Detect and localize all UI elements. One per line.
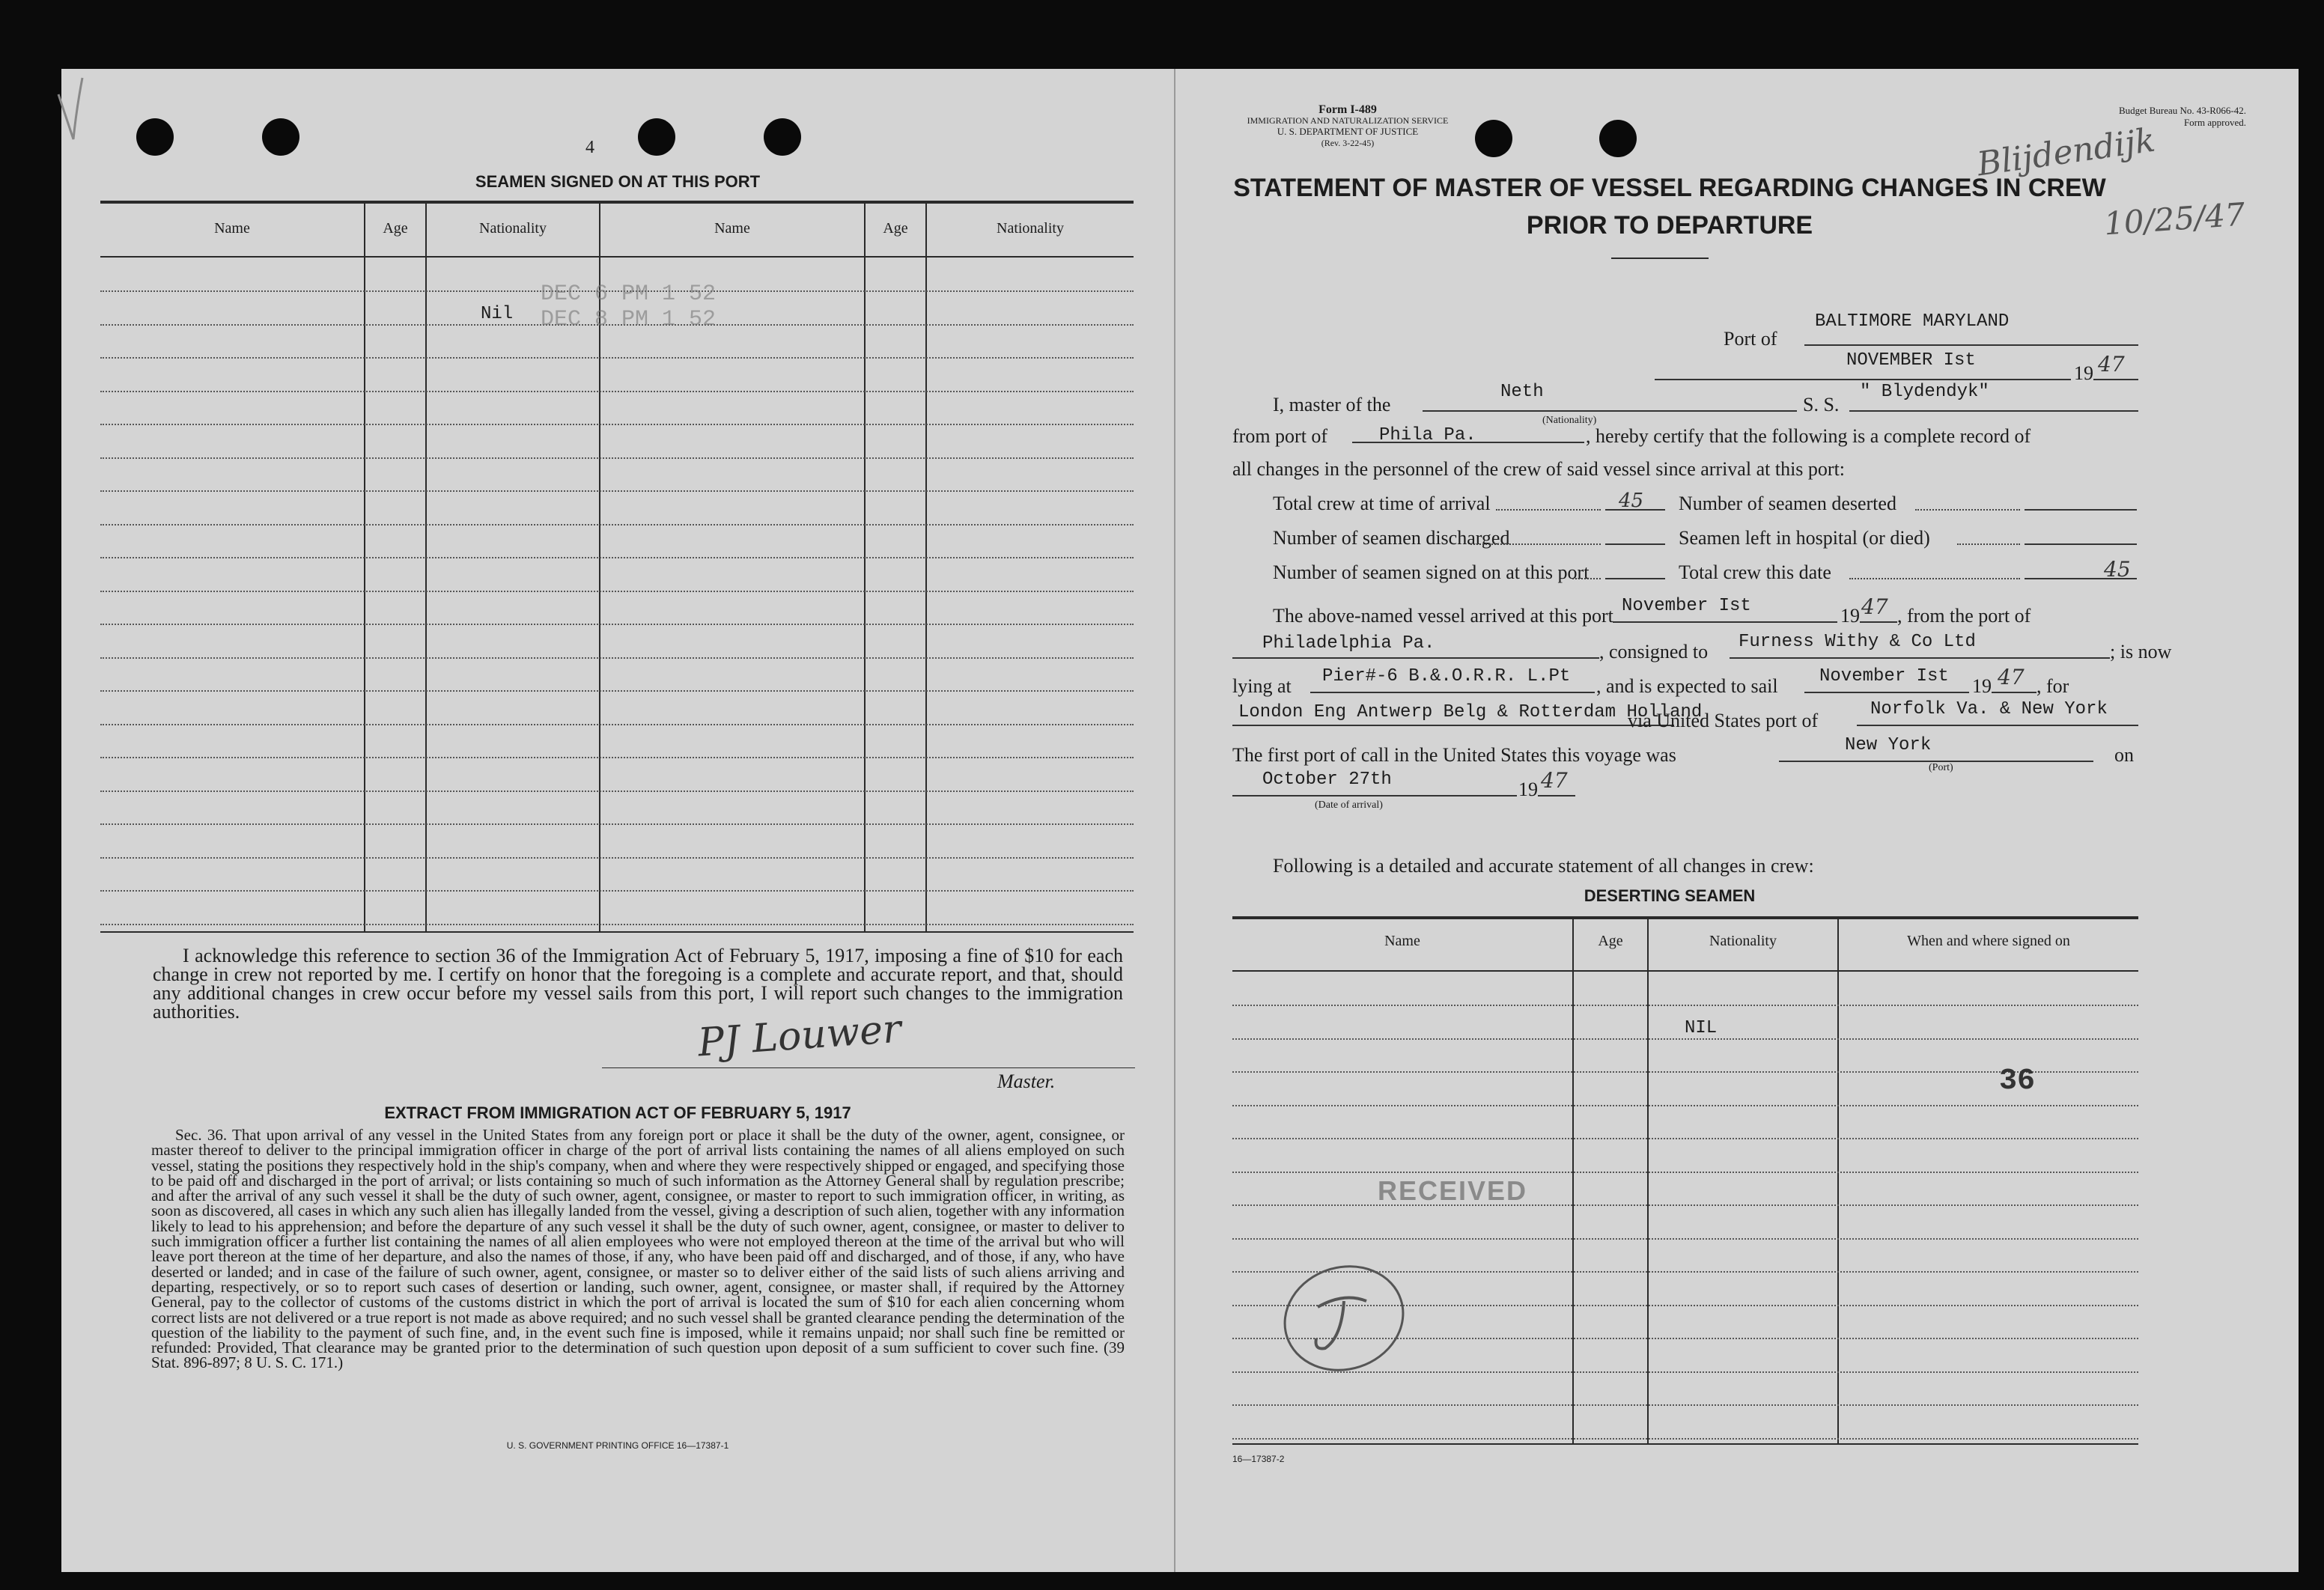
year-prefix: 19 <box>1518 779 1538 800</box>
year-field <box>2093 379 2138 380</box>
from-port-of-label: , from the port of <box>1897 605 2031 627</box>
master-label: Master. <box>997 1070 1056 1092</box>
right-page <box>1174 69 2299 1572</box>
is-now-label: ; is now <box>2110 641 2172 662</box>
ss-label: S. S. <box>1803 394 1840 415</box>
signed-on-label: Number of seamen signed on at this port <box>1273 561 1590 583</box>
left-title: SEAMEN SIGNED ON AT THIS PORT <box>475 172 761 191</box>
extract-title: EXTRACT FROM IMMIGRATION ACT OF FEBRUARY 5, 1917 <box>384 1103 851 1122</box>
received-stamp-1: DEC 6 PM 1 52 <box>541 281 717 307</box>
port-caption: (Port) <box>1929 762 1953 773</box>
hospital-field <box>2025 543 2137 545</box>
punch-hole <box>136 118 174 156</box>
agency-line1: IMMIGRATION AND NATURALIZATION SERVICE <box>1247 115 1449 126</box>
consigned-label: , consigned to <box>1599 641 1709 662</box>
total-crew-arrival-label: Total crew at time of arrival <box>1273 493 1491 514</box>
destination-value: London Eng Antwerp Belg & Rotterdam Holland <box>1238 702 1703 722</box>
table-top-rule <box>1232 916 2138 919</box>
table-row <box>1232 1172 2138 1174</box>
table-top-rule <box>100 201 1134 204</box>
col-header-age: Age <box>383 220 408 237</box>
col-header-name: Name <box>714 220 750 237</box>
signed-on-field <box>1605 578 1665 579</box>
expected-label: , and is expected to sail <box>1596 675 1778 697</box>
following-text: Following is a detailed and accurate statement of all changes in crew: <box>1273 855 1814 877</box>
agency-line2: U. S. DEPARTMENT OF JUSTICE <box>1277 126 1419 137</box>
right-footer: 16—17387-2 <box>1232 1454 1285 1464</box>
table-row <box>1232 1005 2138 1007</box>
from-port-value: Phila Pa. <box>1379 425 1476 445</box>
table-row <box>100 424 1134 426</box>
year-value: 47 <box>2098 352 2125 377</box>
col-header-when-where: When and where signed on <box>1907 933 2070 949</box>
date-field <box>1655 379 2071 380</box>
arrived-label: The above-named vessel arrived at this port <box>1273 605 1613 627</box>
table-row <box>1232 1438 2138 1440</box>
year-field <box>1860 621 1897 623</box>
col-divider <box>364 204 365 931</box>
ship-name-field <box>1849 410 2138 412</box>
deserted-label: Number of seamen deserted <box>1679 493 1896 514</box>
table-row <box>100 757 1134 759</box>
table-row <box>100 357 1134 359</box>
form-title-line2: PRIOR TO DEPARTURE <box>1526 211 1813 240</box>
stamp-number: 36 <box>1999 1064 2036 1098</box>
consignee-value: Furness Withy & Co Ltd <box>1739 632 1976 652</box>
table-row <box>1232 1404 2138 1407</box>
origin-value: Philadelphia Pa. <box>1262 633 1435 654</box>
table-row <box>1232 1204 2138 1207</box>
port-label: Port of <box>1724 328 1777 350</box>
arrived-value: November Ist <box>1622 596 1751 616</box>
lying-at-label: lying at <box>1232 675 1292 697</box>
consignee-field <box>1730 657 2110 659</box>
deserting-title: DESERTING SEAMEN <box>1584 886 1756 905</box>
handwritten-ship-name: Blijdendijk <box>1974 121 2158 184</box>
master-of-the-label: I, master of the <box>1273 394 1391 415</box>
date-value: NOVEMBER Ist <box>1846 350 1976 371</box>
date-arrival-caption: (Date of arrival) <box>1315 799 1383 811</box>
ship-name: " Blydendyk" <box>1860 382 1989 402</box>
col-divider <box>1647 919 1649 1443</box>
leader-dots <box>1470 543 1601 545</box>
leader-dots <box>1849 578 2020 579</box>
destination-field <box>1232 725 1674 726</box>
certify-text: , hereby certify that the following is a complete record of <box>1586 425 2031 447</box>
table-row <box>100 624 1134 626</box>
table-row <box>100 823 1134 826</box>
punch-hole <box>262 118 299 156</box>
pier-value: Pier#-6 B.&.O.R.R. L.Pt <box>1322 666 1571 686</box>
left-footer: U. S. GOVERNMENT PRINTING OFFICE 16—17387-1 <box>506 1440 729 1451</box>
col-header-name: Name <box>1384 933 1420 949</box>
nationality-entry: Nil <box>481 304 514 324</box>
received-stamp-2: DEC 8 PM 1 52 <box>541 307 717 332</box>
col-header-age: Age <box>883 220 908 237</box>
col-divider <box>925 204 927 931</box>
table-row <box>1232 1238 2138 1240</box>
sail-date-field <box>1804 692 1969 693</box>
master-signature: PJ Louwer <box>696 1006 903 1066</box>
first-port-label: The first port of call in the United States this voyage was <box>1232 744 1676 766</box>
arrived-field <box>1613 621 1837 623</box>
via-port-value: Norfolk Va. & New York <box>1870 699 2108 719</box>
sail-date-value: November Ist <box>1819 666 1949 686</box>
table-row <box>100 690 1134 692</box>
leader-dots <box>1957 543 2020 545</box>
discharged-label: Number of seamen discharged <box>1273 527 1510 549</box>
deserted-field <box>2025 509 2137 511</box>
table-row <box>1232 1105 2138 1107</box>
year-field <box>1992 692 2036 693</box>
nationality-caption: (Nationality) <box>1542 415 1597 426</box>
from-port-label: from port of <box>1232 425 1328 447</box>
header-rule <box>1232 970 2138 972</box>
revision: (Rev. 3-22-45) <box>1321 138 1375 148</box>
table-row <box>100 490 1134 493</box>
budget-line2: Form approved. <box>2183 117 2246 128</box>
table-row <box>100 591 1134 593</box>
title-underline <box>1611 258 1709 259</box>
origin-field <box>1232 657 1599 659</box>
check-mark <box>43 72 88 147</box>
via-port-field <box>1857 725 2138 726</box>
arrived-year: 47 <box>1861 594 1888 619</box>
on-label: on <box>2114 744 2134 766</box>
col-header-nationality: Nationality <box>997 220 1064 237</box>
col-divider <box>425 204 427 931</box>
table-row <box>100 391 1134 393</box>
form-title-line1: STATEMENT OF MASTER OF VESSEL REGARDING CHANGES IN CREW <box>1233 174 2106 202</box>
certify-text-2: all changes in the personnel of the crew of said vessel since arrival at this port: <box>1232 458 1846 480</box>
circle-initial-mark <box>1273 1255 1415 1382</box>
table-row <box>100 657 1134 660</box>
signature-line <box>602 1067 1135 1068</box>
col-divider <box>1572 919 1574 1443</box>
table-row <box>100 557 1134 559</box>
nationality-field <box>1423 410 1797 412</box>
received-stamp: RECEIVED <box>1378 1175 1528 1206</box>
punch-hole <box>764 118 801 156</box>
header-rule <box>100 256 1134 258</box>
year-field <box>1538 795 1575 796</box>
table-bottom-rule <box>100 931 1134 933</box>
table-row <box>100 457 1134 460</box>
port-field <box>1804 344 2138 346</box>
table-row <box>100 791 1134 793</box>
col-divider <box>1837 919 1839 1443</box>
table-row <box>100 524 1134 526</box>
acknowledgment-text: I acknowledge this reference to section 36 of the Immigration Act of February 5, 1917, imposing a fine of $10 for each change in crew not reported by me. I certify on honor that the foregoing is a complete and accurate report, and that, should any additional changes in crew occur before my vessel sails from this port, I will report such changes to the immigration authorities. <box>153 945 1123 1023</box>
page-number: 4 <box>585 138 594 157</box>
table-row <box>1232 1138 2138 1140</box>
year-prefix: 19 <box>1972 675 1992 697</box>
sail-year: 47 <box>1998 665 2025 689</box>
first-port-value: New York <box>1845 735 1932 755</box>
discharged-field <box>1605 543 1665 545</box>
via-label: via United States port of <box>1628 710 1819 731</box>
total-crew-arrival-value: 45 <box>1619 490 1644 512</box>
port-value: BALTIMORE MARYLAND <box>1815 311 2010 332</box>
total-crew-date-label: Total crew this date <box>1679 561 1831 583</box>
year-prefix: 19 <box>1840 605 1860 627</box>
col-header-age: Age <box>1598 933 1623 949</box>
handwritten-date: 10/25/47 <box>2102 195 2247 243</box>
extract-text: Sec. 36. That upon arrival of any vessel in the United States from any foreign port or place it shall be the duty of the owner, agent, consignee, or master thereof to deliver to the principal immigration officer in charge of the port of arrival lists containing the names of all aliens employed on such vessel, stating the positions they respectively hold in the ship's company, when and where they were respectively shipped or engaged, and specifying those to be paid off and discharged in the port of arrival; or lists containing so much of such information as the Attorney General shall by regulation prescribe; and after the arrival of any such vessel it shall be the duty of such owner, agent, consignee, or master to report to such immigration officer, in writing, as soon as discovered, all cases in which any such alien has illegally landed from the vessel, giving a description of such alien, together with any information likely to lead to his apprehension; and before the departure of any such vessel it shall be the duty of such owner, agent, consignee, or master to deliver to such immigration officer a further list containing the names of all alien employees who were not employed thereon at the time of the arrival but who will leave port thereon at the time of her departure, and also the names of those, if any, who have been paid off and discharged, and of those, if any, who have deserted or landed; and in case of the failure of such owner, agent, consignee, or master so to deliver either of the said lists of such aliens arriving and departing, respectively, or so to report such cases of desertion or landing, such owner, agent, consignee, or master shall, if required by the Attorney General, pay to the collector of customs of the customs district in which the port of arrival is located the sum of $10 for each alien concerning whom correct lists are not delivered or a true report is not made as above required; and no such vessel shall be granted clearance pending the determination of the question of the liability to the payment of such fine, and, in the event such fine is imposed, while it remains unpaid; nor shall such fine be remitted or refunded: Provided, That clearance may be granted prior to the determination of such question upon deposit of a sum sufficient to cover such fine. (39 Stat. 896-897; 8 U. S. C. 171.) <box>151 1126 1125 1372</box>
table-row <box>100 890 1134 892</box>
budget-line1: Budget Bureau No. 43-R066-42. <box>2118 105 2246 116</box>
punch-hole <box>638 118 675 156</box>
year-prefix: 19 <box>2074 362 2093 384</box>
arrival-date-value: October 27th <box>1262 770 1392 790</box>
arrival-date-field <box>1232 795 1517 796</box>
leader-dots <box>1572 578 1601 579</box>
col-header-nationality: Nationality <box>479 220 547 237</box>
leader-dots <box>1915 509 2020 511</box>
nationality-value: Neth <box>1500 382 1544 402</box>
hospital-label: Seamen left in hospital (or died) <box>1679 527 1930 549</box>
left-page <box>61 69 1174 1572</box>
pier-field <box>1310 692 1595 693</box>
nil-entry: NIL <box>1685 1018 1718 1038</box>
punch-hole <box>1599 120 1637 157</box>
table-row <box>100 924 1134 926</box>
table-row <box>100 857 1134 859</box>
form-number: Form I-489 <box>1318 103 1377 116</box>
col-divider <box>864 204 866 931</box>
col-header-nationality: Nationality <box>1709 933 1777 949</box>
total-crew-date-value: 45 <box>2104 557 2131 582</box>
for-label: , for <box>2036 675 2069 697</box>
arrival-year: 47 <box>1541 768 1568 793</box>
table-bottom-rule <box>1232 1443 2138 1445</box>
col-header-name: Name <box>214 220 250 237</box>
leader-dots <box>1496 509 1601 511</box>
table-row <box>100 724 1134 726</box>
